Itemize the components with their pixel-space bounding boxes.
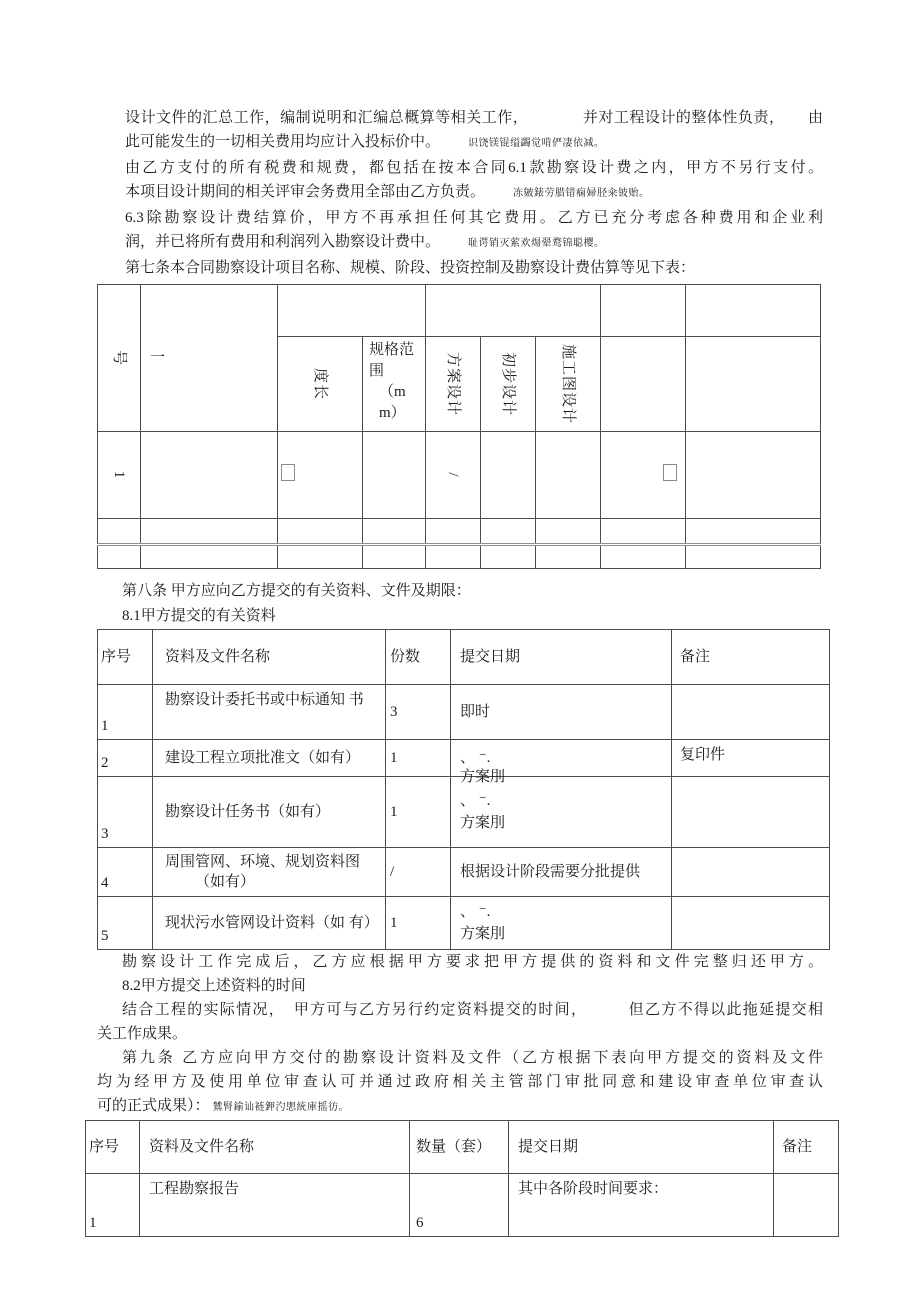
submit-date-cell [451, 740, 672, 785]
t1-header-scheme-design-cell [426, 337, 481, 432]
submit-date-cell [451, 777, 672, 848]
t1-header-empty-cell [426, 285, 601, 337]
t1-header-spec-cell [363, 337, 426, 432]
table-row [98, 432, 821, 519]
quantity-cell: / [386, 848, 451, 897]
empty-cell [686, 545, 821, 569]
note-cell [672, 777, 830, 848]
name-line-2: （如有） [195, 874, 256, 890]
table-row [98, 519, 821, 545]
row-number-cell: 5 [98, 897, 153, 950]
garbled-footnote-text: 耻谔销灭萦欢煬翚鹜锦聪樱。 [468, 238, 605, 249]
paragraph-text: 第九条 乙方应向甲方交付的勘察设计资料及文件（乙方根据下表向甲方提交的资料及文件 [122, 1050, 823, 1066]
quantity-cell: 1 [386, 777, 451, 848]
t3-header-qty: 数量（套） [410, 1121, 509, 1174]
paragraph-text: 8.1甲方提交的有关资料 [122, 608, 276, 624]
t3-header-date: 提交日期 [509, 1121, 774, 1174]
vertical-text: 度长 [312, 367, 328, 401]
paragraph-text: 润，并已将所有费用和利润列入勘察设计费中。 [125, 234, 441, 250]
document-name-cell: 工程勘察报告 [140, 1174, 410, 1237]
garbled-footnote-text: 冻皴錶劳腊错痫婦胫籴铍贻。 [513, 188, 650, 199]
t1-header-length-cell [278, 337, 363, 432]
party-b-deliverables-table [85, 1120, 839, 1237]
paragraph-text: 第八条 甲方应向乙方提交的有关资料、文件及期限： [122, 583, 471, 599]
paragraph-text: 此可能发生的一切相关费用均应计入投标价中。 [125, 134, 441, 150]
table-row [98, 897, 830, 950]
t1-row-number-cell [98, 432, 141, 519]
quantity-cell: 1 [386, 897, 451, 950]
paragraph-text: 均为经甲方及使用单位审查认可并通过政府相关主管部门审批同意和建设审查单位审查认 [97, 1074, 823, 1090]
t1-checkbox-cell [601, 432, 686, 519]
submit-date-cell: 其中各阶段时间要求： [509, 1174, 774, 1237]
note-cell: 复印件 [672, 740, 830, 777]
paragraph-line [125, 206, 823, 230]
paragraph-text: 关工作成果。 [97, 1026, 188, 1042]
empty-cell [426, 545, 481, 569]
empty-cell [278, 519, 363, 545]
clause-9-heading [97, 1046, 823, 1070]
note-cell [672, 685, 830, 740]
empty-cell [481, 519, 536, 545]
empty-cell [536, 432, 601, 519]
t1-header-empty-cell [278, 285, 426, 337]
t3-header-no: 序号 [86, 1121, 140, 1174]
table-row [98, 740, 830, 777]
row-number-cell: 1 [86, 1174, 140, 1237]
row-number-cell: 3 [98, 777, 153, 848]
date-line-1: 、 ⁻. [460, 793, 491, 809]
t1-header-empty-cell [601, 285, 686, 337]
paragraph-text: 勘察设计工作完成后，乙方应根据甲方要求把甲方提供的资料和文件完整归还甲方。 [122, 954, 823, 970]
t1-checkbox-cell [278, 432, 363, 519]
vertical-text: 号 [111, 349, 127, 367]
date-line-2: 方案刖 [460, 769, 506, 785]
t2-header-note: 备注 [672, 630, 830, 685]
t1-header-empty-cell [686, 337, 821, 432]
quantity-cell: 1 [386, 740, 451, 777]
paragraph-text: 结合工程的实际情况， 甲方可与乙方另行约定资料提交的时间， 但乙方不得以此拖延提交相 [122, 1002, 823, 1018]
spec-label: 规格范围 [369, 342, 415, 379]
row-number-cell: 1 [98, 685, 153, 740]
vertical-text: 1 [111, 470, 127, 480]
checkbox-glyph [663, 464, 677, 481]
t3-header-note: 备注 [774, 1121, 839, 1174]
quantity-cell: 6 [410, 1174, 509, 1237]
table-header-row [86, 1121, 839, 1174]
paragraph-line [97, 998, 823, 1022]
empty-cell [278, 545, 363, 569]
section-8-2-heading [97, 974, 823, 998]
checkbox-glyph [281, 464, 295, 481]
paragraph-text: 6.3除勘察设计费结算价，甲方不再承担任何其它费用。乙方已充分考虑各种费用和企业利 [125, 210, 823, 226]
garbled-footnote-text: 识饶镁锟缢蠲觉啃俨凄依减。 [468, 138, 605, 149]
vertical-text: 施工图设计 [560, 343, 576, 425]
t1-header-serial-cell [98, 285, 141, 432]
vertical-text: / [445, 472, 461, 478]
empty-cell [481, 545, 536, 569]
table-header-row [98, 630, 830, 685]
document-name-cell: 现状污水管网设计资料（如 有） [153, 897, 386, 950]
paragraph-text: 由乙方支付的所有税费和规费，都包括在按本合同6.1款勘察设计费之内，甲方不另行支付。 [125, 160, 823, 176]
empty-cell [98, 519, 141, 545]
t1-header-empty-cell [686, 285, 821, 337]
note-cell [672, 848, 830, 897]
empty-cell [536, 545, 601, 569]
vertical-text: 方案设计 [445, 351, 461, 417]
note-cell [774, 1174, 839, 1237]
paragraph-line [97, 1022, 823, 1046]
table-row [98, 777, 830, 848]
empty-cell [686, 519, 821, 545]
paragraph-line [125, 156, 823, 180]
row-number-cell: 4 [98, 848, 153, 897]
paragraph-line [125, 230, 823, 256]
t2-header-date: 提交日期 [451, 630, 672, 685]
t1-header-dash-cell: 一 [141, 285, 278, 432]
row-number-cell: 2 [98, 740, 153, 777]
note-cell [672, 897, 830, 950]
empty-cell [426, 519, 481, 545]
empty-cell [686, 432, 821, 519]
empty-cell [141, 519, 278, 545]
empty-cell [141, 545, 278, 569]
paragraph-line [125, 106, 823, 130]
quantity-cell: 3 [386, 685, 451, 740]
t2-header-qty: 份数 [386, 630, 451, 685]
paragraph-text: 本项目设计期间的相关评审会务费用全部由乙方负责。 [125, 184, 486, 200]
paragraph-text: 第七条本合同勘察设计项目名称、规模、阶段、投资控制及勘察设计费估算等见下表： [125, 260, 696, 276]
document-name-cell: 建设工程立项批准文（如有） [153, 740, 386, 777]
project-summary-table [97, 284, 821, 569]
spec-unit: （mm） [379, 384, 406, 421]
date-line-1: 、 ⁻. [460, 750, 491, 766]
submit-date-cell: 即时 [451, 685, 672, 740]
paragraph-text: 设计文件的汇总工作，编制说明和汇编总概算等相关工作， 并对工程设计的整体性负责， 由 [125, 110, 823, 126]
paragraph-line [97, 1070, 823, 1094]
date-line-2: 方案刖 [460, 926, 506, 942]
submit-date-cell [451, 897, 672, 950]
paragraph-text: 8.2甲方提交上述资料的时间 [122, 978, 306, 994]
date-line-2: 方案刖 [460, 815, 506, 831]
paragraph-line [97, 1094, 823, 1120]
name-line-1: 周围管网、环境、规划资料图 [165, 854, 361, 870]
document-body [89, 106, 823, 1237]
document-name-cell: 勘察设计委托书或中标通知 书 [153, 685, 386, 740]
clause-7-heading [125, 256, 823, 280]
empty-cell [601, 519, 686, 545]
empty-cell [363, 432, 426, 519]
date-line-1: 、 ⁻. [460, 904, 491, 920]
clipped-text [460, 745, 667, 785]
empty-cell [141, 432, 278, 519]
empty-cell [98, 545, 141, 569]
empty-cell [536, 519, 601, 545]
clause-8-heading [97, 579, 823, 604]
t1-header-preliminary-design-cell [481, 337, 536, 432]
table-row [98, 848, 830, 897]
table-row [86, 1174, 839, 1237]
section-8-1-heading [97, 604, 823, 629]
t1-slash-cell [426, 432, 481, 519]
table-row [98, 545, 821, 569]
paragraph-line [125, 180, 823, 206]
t2-header-name: 资料及文件名称 [153, 630, 386, 685]
clause-9-paragraphs [97, 950, 823, 1120]
t1-header-construction-drawing-cell [536, 337, 601, 432]
empty-cell [363, 519, 426, 545]
submit-date-cell: 根据设计阶段需要分批提供 [451, 848, 672, 897]
t2-header-no: 序号 [98, 630, 153, 685]
empty-cell [363, 545, 426, 569]
paragraph-line [97, 950, 823, 974]
table-row [98, 685, 830, 740]
document-name-cell [153, 848, 386, 897]
party-a-materials-table [97, 629, 830, 950]
t1-header-empty-cell [601, 337, 686, 432]
empty-cell [481, 432, 536, 519]
paragraph-line [125, 130, 823, 156]
garbled-footnote-text: 鷥腎鍮讪裢鉀汋愳統庫摇彷。 [212, 1102, 350, 1113]
paragraph-text: 可的正式成果）： [97, 1098, 210, 1114]
vertical-text: 初步设计 [500, 351, 516, 417]
t3-header-name: 资料及文件名称 [140, 1121, 410, 1174]
document-name-cell: 勘察设计任务书（如有） [153, 777, 386, 848]
empty-cell [601, 545, 686, 569]
intro-paragraphs [125, 106, 823, 280]
